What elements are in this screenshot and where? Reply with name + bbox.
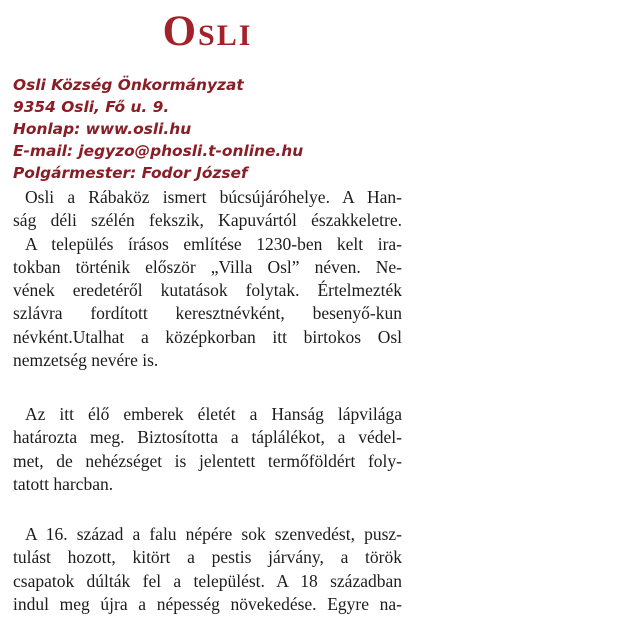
paragraph-1 [13,186,402,372]
contact-address: 9354 Osli, Fő u. 9. [13,98,170,116]
text-line: tokban történik először „Villa Osl” néven. Ne- [13,256,402,277]
text-line: A település írásos említése 1230-ben kelt ira- [25,233,402,254]
text-line: vének eredetéről kutatások folytak. Értelmezték [13,280,402,301]
contact-block [13,74,402,184]
text-line: határozta meg. Biztosította a táplálékot, a védel- [13,427,402,448]
text-line: ság déli szélén fekszik, Kapuvártól északkeletre. [13,210,402,231]
text-line: szlávra fordított keresztnévként, besenyő-kun [13,303,402,324]
text-line: Az itt élő emberek életét a Hanság lápvilága [25,404,402,424]
text-line: tulást hozott, kitört a pestis járvány, a török [13,547,402,568]
paragraph-2 [13,403,402,496]
text-line: nemzetség nevére is. [13,350,159,371]
contact-website: Honlap: www.osli.hu [13,120,192,138]
contact-organization: Osli Község Önkormányzat [13,76,244,94]
text-line: tatott harcban. [13,473,114,494]
page-title: Osli [162,8,253,55]
text-line: indul meg újra a népesség növekedése. Egyre na- [13,593,402,614]
text-line: csapatok dúlták fel a települést. A 18 században [13,570,402,591]
text-line: met, de nehézséget is jelentett termőföldért foly- [13,450,402,471]
paragraph-3 [13,523,402,616]
text-line: névként.Utalhat a középkorban itt birtokos Osl [13,326,402,347]
contact-mayor: Polgármester: Fodor József [13,164,248,182]
contact-email: E-mail: jegyzo@phosli.t-online.hu [13,142,304,160]
text-line: Osli a Rábaköz ismert búcsújáróhelye. A Han- [25,187,402,207]
text-line: A 16. század a falu népére sok szenvedést, pusz- [25,524,402,544]
